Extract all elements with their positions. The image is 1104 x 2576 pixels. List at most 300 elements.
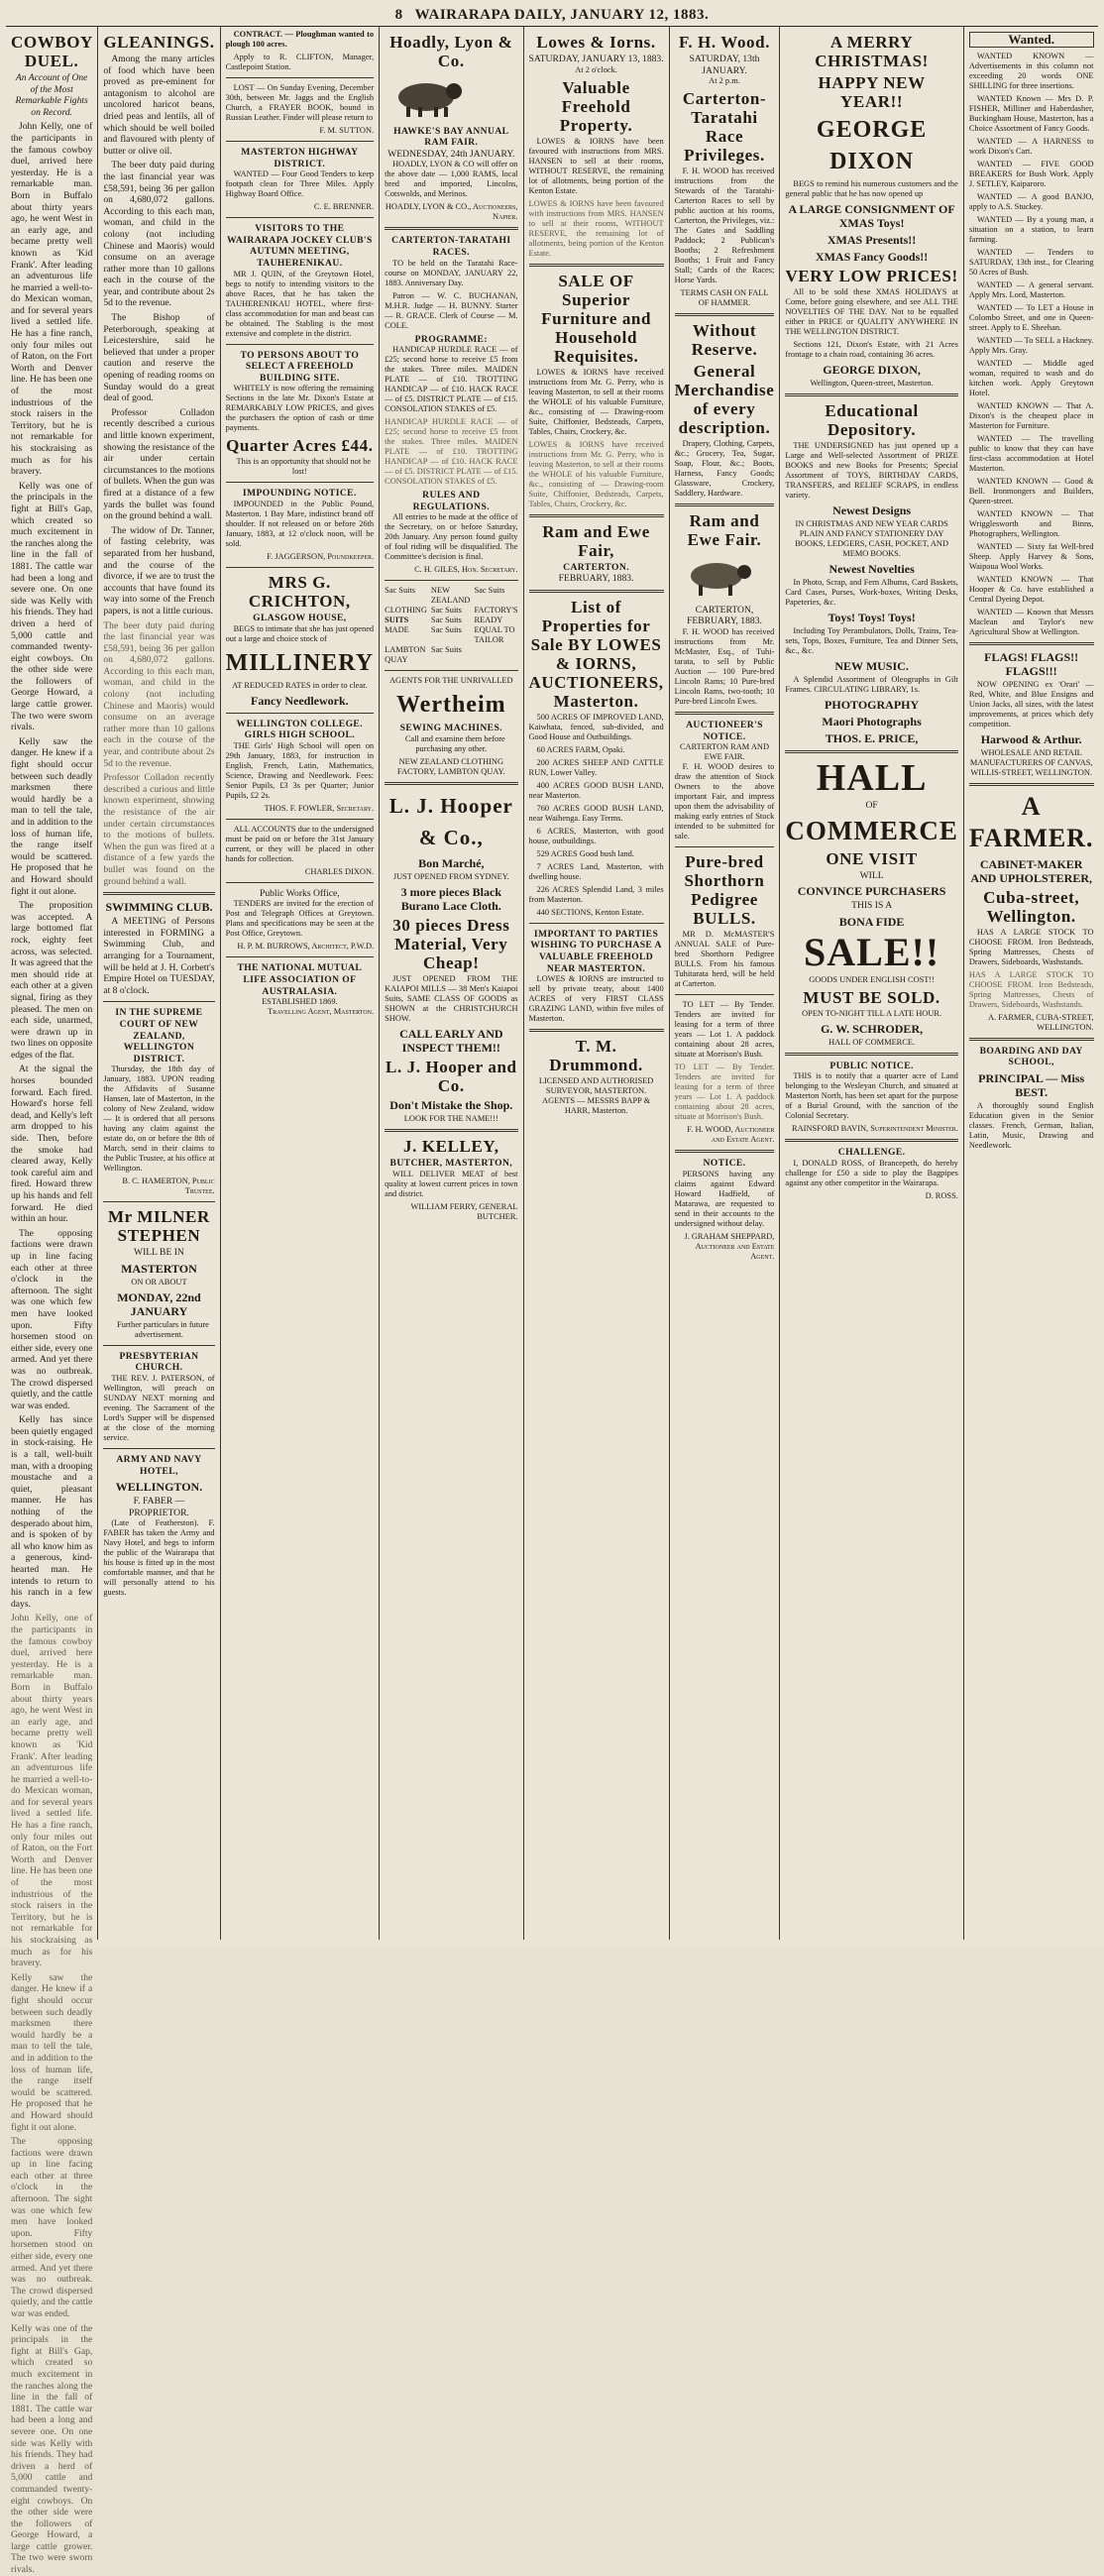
freehold-title: TO PERSONS ABOUT TO SELECT A FREEHOLD BUILDING SITE. bbox=[240, 349, 360, 384]
divider bbox=[103, 892, 214, 895]
divider bbox=[675, 313, 775, 316]
bulls-text: MR D. McMASTER'S ANNUAL SALE of Pure-bred Shorthorn Pedigree BULLS. From his famous Tuhitarata herd, will be held at Carterton. bbox=[674, 930, 775, 989]
cuba-text: HAS A LARGE STOCK TO CHOOSE FROM. Iron Bedsteads, Spring Mattresses, Chests of Drawers, Sideboards, Washstands. bbox=[968, 927, 1094, 966]
accounts-signature: CHARLES DIXON. bbox=[304, 866, 375, 876]
property-item: 200 ACRES SHEEP AND CATTLE RUN, Lower Valley. bbox=[528, 757, 664, 777]
divider bbox=[226, 217, 375, 218]
divider bbox=[226, 819, 375, 820]
divider bbox=[785, 1139, 957, 1142]
challenge-text: I, DONALD ROSS, of Brancepeth, do hereby challenge for £50 a side to play the Bagpipes against any other competitor in the Wairarapa. bbox=[785, 1158, 958, 1187]
stephen-line: MASTERTON bbox=[121, 1261, 197, 1276]
terms-cash: TERMS CASH ON FALL OF HAMMER. bbox=[680, 288, 769, 308]
swimming-club-text: A MEETING of Persons interested in FORMING a Swimming Club, and arranging for a Tournament, will be held at J. H. Corbett's Empire Hotel on TUESDAY, at 8 o'clock. bbox=[103, 916, 215, 996]
wanted-item: WANTED — To LET a House in Colombo Street, and one in Queen-street. Apply to E. Sheehan. bbox=[968, 302, 1094, 332]
challenge-title: CHALLENGE. bbox=[837, 1147, 906, 1159]
furniture-title: SALE OF Superior Furniture and Household Requisites. bbox=[541, 271, 652, 366]
wanted-item: WANTED — Tenders to SATURDAY, 13th inst., for Clearing 50 Acres of Bush. bbox=[968, 247, 1094, 277]
kelley-text: WILL DELIVER MEAT of best quality at lowest current prices in town and district. bbox=[385, 1169, 518, 1198]
divider bbox=[785, 750, 957, 753]
article-paragraph: Kelly saw the danger. He knew if a fight should occur between such deadly marksmen there would hardly be a man to tell the tale, and in addition to the loss of human life, the range itself would be scattered. He proposed that he and Howard should fight it out alone. bbox=[11, 735, 93, 897]
look-for-name: LOOK FOR THE NAME!!! bbox=[403, 1113, 498, 1123]
privileges-text: F. H. WOOD has received instructions from the Stewards of the Taratahi-Carterton Races to sell by public auction at his rooms, Carterton, the Privileges, viz.: The Gates and Saddling Paddock; 2 Publican's Booths; 2 Refreshment Booths; 1 Fruit and Fancy Stall; Cards of the Races; Horse Yards. bbox=[674, 167, 775, 285]
column-7 bbox=[780, 27, 963, 1940]
divider bbox=[529, 514, 664, 517]
sewing-text: Call and examine them before purchasing any other. bbox=[404, 733, 505, 753]
xmas-presents: XMAS Presents!! bbox=[827, 233, 917, 247]
gleanings-paragraph: Among the many articles of food which have been proved as pre-eminent for antagonism to alcohol are uncolored haricot beans, dried peas and lentils, all of which should be well boiled and flavoured with plenty of butter or olive oil. bbox=[103, 54, 215, 157]
programme-text: HANDICAP HURDLE RACE — of £25; second horse to receive £5 from the stakes. Three miles. MAIDEN PLATE — of £10. TROTTING HANDICAP — of £10. HACK RACE — of £5. DISTRICT PLATE — of £15. CONSOLATION STAKES of £5. bbox=[385, 345, 518, 414]
races-text: TO be held on the Taratahi Race-course on MONDAY, JANUARY 22, 1883. Anniversary Day. bbox=[385, 258, 518, 287]
property-item: 440 SECTIONS, Kenton Estate. bbox=[536, 907, 644, 917]
divider bbox=[103, 1201, 214, 1202]
tender-text: TO LET — By Tender. Tenders are invited for leasing for a term of three years — Lot 1. A paddock containing about 28 acres, situate at Morrison's Bush. bbox=[674, 1000, 775, 1060]
school-signature: THOS. F. FOWLER, Secretary. bbox=[264, 803, 375, 813]
kelley-signature: WILLIAM FERRY, GENERAL BUTCHER. bbox=[410, 1201, 518, 1221]
farmer-title: A FARMER. bbox=[968, 791, 1094, 852]
wanted-item: WANTED KNOWN — That Wrigglesworth and Binns, Photographers, Wellington. bbox=[968, 508, 1094, 538]
supreme-court-title: IN THE SUPREME COURT OF NEW ZEALAND, WELLINGTON DISTRICT. bbox=[115, 1007, 203, 1064]
highway-district-title: MASTERTON HIGHWAY DISTRICT. bbox=[241, 147, 359, 169]
divider bbox=[675, 712, 775, 715]
article-paragraph: Kelly saw the danger. He knew if a fight should occur between such deadly marksmen there would hardly be a man to tell the tale, and in addition to the loss of human life, the range itself would be scattered. He proposed that he and Howard should fight it out alone. bbox=[11, 1971, 93, 2133]
wanted-item: WANTED — To SELL a Hackney. Apply Mrs. Gray. bbox=[968, 335, 1094, 355]
open-tonight: OPEN TO-NIGHT TILL A LATE HOUR. bbox=[802, 1008, 942, 1018]
ram-ewe-date: FEBRUARY, 1883. bbox=[558, 573, 634, 585]
drummond-text: LICENSED AND AUTHORISED SURVEYOR, MASTERTON. bbox=[538, 1076, 654, 1096]
wanted-item: WANTED — Middle aged woman, required to wash and do kitchen work. Apply Greytown Hotel. bbox=[968, 358, 1094, 397]
very-low-prices: VERY LOW PRICES! bbox=[785, 267, 958, 285]
stationery: PLAIN AND FANCY STATIONERY DAY BOOKS, LEDGERS, CASH, POCKET, AND MEMO BOOKS. bbox=[795, 529, 948, 558]
ram-illustration bbox=[385, 75, 472, 119]
visitors-text: MR J. QUIN, of the Greytown Hotel, begs to notify to intending visitors to the above Races, that he has taken the TAUHERENIKAU HOTEL, where first-class accommodation for man and beast can be obtained. The Stabling is the most extensive and complete in the district. bbox=[225, 269, 375, 338]
ram-fair-title: HAWKE'S BAY ANNUAL RAM FAIR. bbox=[393, 125, 509, 149]
wanted-item: WANTED — Known that Messrs Maclean and Taylor's new Agricultural Show at Wellington. bbox=[968, 607, 1094, 636]
cowboy-duel-subhead: An Account of One of the Most Remarkable Fights on Record. bbox=[15, 72, 88, 118]
freehold-sale-title: Valuable Freehold Property. bbox=[559, 77, 633, 135]
lost-signature: F. M. SUTTON. bbox=[319, 126, 375, 135]
faber-proprietor: F. FABER — PROPRIETOR. bbox=[129, 1496, 189, 1518]
this-is-a: THIS IS A bbox=[851, 900, 893, 912]
property-item: 529 ACRES Good bush land. bbox=[536, 848, 634, 858]
stephen-line: ON OR ABOUT bbox=[131, 1277, 187, 1287]
article-paragraph: Kelly was one of the principals in the fight at Bill's Gap, which created so much excitement in the ranches along the line in the fall of 1881. The cattle war had been a long and severe one. On one side was Kelly with his friends. They had driven a herd of 5,000 cattle and commanded twenty-eight cowboys. On the other side were the followers of George Howard, a large cattle grower. The two were sworn rivals. bbox=[11, 2322, 93, 2576]
faber-text: (Late of Featherston). F. FABER has taken the Army and Navy Hotel, and begs to inform the public of the Wairarapa that his house is fitted up in the most comfortable manner, and that he will personally attend to his guests. bbox=[103, 1518, 215, 1598]
divider bbox=[529, 923, 664, 924]
music-text: A Splendid Assortment of Oleographs in Gilt Frames. CIRCULATING LIBRARY, 1s. bbox=[785, 675, 958, 694]
wanted-item: WANTED KNOWN — That A. Dixon's is the cheapest place in Masterton for Furniture. bbox=[968, 400, 1094, 430]
divider bbox=[103, 1001, 214, 1002]
divider bbox=[675, 1150, 775, 1153]
column-4 bbox=[380, 27, 523, 1940]
drummond-title: T. M. Drummond. bbox=[549, 1037, 643, 1075]
gleanings-paragraph: Professor Colladon recently described a curious and little known experiment, showing the resistance of the air under certain circumstances to the motions of bullets. When the gun was fired at a distance of a few yards the bullet was found on the ground behind a wall. bbox=[103, 772, 215, 887]
highway-district-text: WANTED — Four Good Tenders to keep footpath clean for Three Miles. Apply Highway Board Office. bbox=[225, 169, 375, 199]
divider bbox=[785, 1053, 957, 1056]
burano-lace: 3 more pieces Black Burano Lace Cloth. bbox=[400, 884, 502, 913]
maori-photographs: Maori Photographs bbox=[822, 715, 922, 728]
crichton-title: MRS G. CRICHTON, bbox=[248, 572, 351, 611]
college-title: WELLINGTON COLLEGE. bbox=[236, 718, 364, 729]
divider bbox=[675, 504, 775, 506]
suits-cell: Sac Suits bbox=[430, 645, 462, 655]
sale-heading: SALE!! bbox=[804, 929, 940, 974]
suits-cell: FACTORY'S bbox=[474, 606, 518, 616]
wanted-item: WANTED — By a young man, a situation on a station, to learn farming. bbox=[968, 214, 1094, 244]
swimming-club-title: SWIMMING CLUB. bbox=[105, 900, 213, 915]
wood-signature: F. H. WOOD, Auctioneer and Estate Agent. bbox=[687, 1125, 775, 1145]
merchandise-text: Drapery, Clothing, Carpets, &c.; Grocery, Tea, Sugar, Soap, Flour, &c.; Boots, Harness, Fancy Goods; Glassware, Crockery, Saddlery, Hardware. bbox=[674, 439, 775, 499]
george-dixon-title: GEORGE DIXON bbox=[816, 117, 928, 174]
thos-price: THOS. E. PRICE, bbox=[825, 731, 919, 745]
programme-text: HANDICAP HURDLE RACE — of £25; second horse to receive £5 from the stakes. Three miles. MAIDEN PLATE — of £10. TROTTING HANDICAP — of £10. HACK RACE — of £5. DISTRICT PLATE — of £15. CONSOLATION STAKES of £5. bbox=[385, 417, 518, 487]
column-6 bbox=[670, 27, 781, 1940]
public-works-text: TENDERS are invited for the erection of Post and Telegraph Offices at Greytown. Plans and specifications may be seen at the Post Office, Greytown. bbox=[225, 899, 375, 939]
presbyterian-church-text: THE REV. J. PATERSON, of Wellington, will preach on SUNDAY NEXT morning and evening. The Sacrament of the Lord's Supper will be dispensed at the close of the morning service. bbox=[103, 1374, 215, 1443]
auctioneer-notice-text: F. H. WOOD desires to draw the attention of Stock Owners to the above important Fair, and impress upon them the advisability of making early entries of Stock intended to be submitted for sale. bbox=[674, 762, 775, 841]
mutual-life-agent: Travelling Agent, Masterton. bbox=[268, 1007, 375, 1017]
sale-time: At 2 o'clock. bbox=[575, 64, 617, 74]
divider bbox=[226, 77, 375, 78]
newest-novelties: Newest Novelties bbox=[828, 562, 915, 576]
ram-fair-signature: HOADLY, LYON & CO., Auctioneers, Napier. bbox=[385, 202, 518, 222]
sewing-machines: SEWING MACHINES. bbox=[399, 723, 503, 734]
milner-stephen-title: Mr MILNER STEPHEN bbox=[108, 1207, 210, 1246]
kaiapoi-text: JUST OPENED FROM THE KAIAPOI MILLS — 38 Men's Kaiapoi Suits, SAME CLASS OF GOODS as SHOWN at the CHRISTCHURCH SHOW. bbox=[385, 973, 518, 1023]
public-works-title: Public Works Office, bbox=[260, 887, 340, 899]
happy-new-year: HAPPY NEW YEAR!! bbox=[818, 73, 926, 111]
suits-cell: Sac Suits bbox=[385, 586, 416, 596]
furniture-text: LOWES & IORNS have received instructions from Mr. G. Perry, who is leaving Masterton, to sell at their rooms the WHOLE of his valuable Furniture, &c., consisting of — Drawing-room Suite, Chiffonier, Bedsteads, Carpets, Tables, Chairs, Crockery, &c. bbox=[528, 439, 664, 508]
article-paragraph: At the signal the horses bounded forward. Each fired. Howard's horse fell dead, and Kelly's left arm dropped to his side. Then, before the smoke had cleared away, Kelly took careful aim and fired. Howard threw up his hands and fell forward. He died within an hour. bbox=[11, 1064, 93, 1225]
article-paragraph: John Kelly, one of the participants in the famous cowboy duel, arrived here yesterday. He is a remarkable man. Born in Buffalo about thirty years ago, he went West in an early age, and became pretty well known as 'Kid Frank'. After leading an adventurous life he married a well-to-do Mexican woman, and for several years lived a settled life. He has a fine ranch, only four miles out of Raton, on the Fort Worth and Denver line. He has been one of the most industrious of the stock raisers in the Territory, but he is not remarkable for his stockraising as much as for his bravery. bbox=[11, 121, 93, 478]
gleanings-paragraph: The beer duty paid during the last financial year was £58,591, being 36 per gallon on 4,680,072 gallons. According to this each man, woman, and child in the colony (not including Chinese and Maoris) would consume on an average rather more than 10 gallons each in the course of the year, and contribute about 2s 5d to the revenue. bbox=[103, 619, 215, 769]
harwood-sub: WHOLESALE AND RETAIL MANUFACTURERS OF CANVAS, WILLIS-STREET, WELLINGTON. bbox=[969, 747, 1093, 777]
new-music: NEW MUSIC. bbox=[834, 659, 909, 673]
article-paragraph: John Kelly, one of the participants in the famous cowboy duel, arrived here yesterday. He is a remarkable man. Born in Buffalo about thirty years ago, he went West in an early age, and became pretty well known as 'Kid Frank'. After leading an adventurous life he married a well-to-do Mexican woman, and for several years lived a settled life. He has a fine ranch, only four miles out of Raton, on the Fort Worth and Denver line. He has been one of the most industrious of the stock raisers in the Territory, but he is not remarkable for his stockraising as much as for his bravery. bbox=[11, 1613, 93, 1969]
gleanings-paragraph: The beer duty paid during the last financial year was £58,591, being 36 per gallon on 4,680,072 gallons. According to this each man, woman, and child in the colony (not including Chinese and Maoris) would consume on an average rather more than 10 gallons each in the course of the year, and contribute about 2s 5d to the revenue. bbox=[103, 160, 215, 309]
crichton-text: BEGS to intimate that she has just opened out a large and choice stock of bbox=[225, 623, 375, 643]
cards: IN CHRISTMAS AND NEW YEAR CARDS bbox=[795, 519, 948, 528]
ram-ewe-sub: CARTERTON. bbox=[563, 561, 629, 573]
public-notice-signature: RAINSFORD BAVIN, Superintendent Minister. bbox=[792, 1124, 958, 1134]
suits-cell: SUITS bbox=[385, 616, 409, 625]
divider bbox=[675, 846, 775, 847]
agents-text: AGENTS — MESSRS BAPP & HARR, Masterton. bbox=[542, 1096, 651, 1116]
stephen-line: WILL BE IN bbox=[134, 1247, 184, 1259]
divider bbox=[385, 670, 517, 671]
suits-cell: Sac Suits bbox=[430, 625, 462, 635]
novelties-text: In Photo, Scrap, and Fern Albums, Card Baskets, Card Cases, Purses, Work-boxes, Writing Desks, Papeteries, &c. bbox=[785, 578, 958, 607]
races-officers: Patron — W. C. BUCHANAN, M.H.R. Judge — H. BUNNY. Starter — R. GRACE. Clerk of Course — M. COLE. bbox=[385, 290, 518, 330]
gleanings-paragraph: Professor Colladon recently described a curious and little known experiment, showing the resistance of the air under certain circumstances to the motions of bullets. When the gun was fired at a distance of a few yards the bullet was found on the ground behind a wall. bbox=[103, 406, 215, 522]
wanted-item: WANTED — A general servant. Apply Mrs. Lord, Masterton. bbox=[968, 280, 1094, 299]
accounts-text: ALL ACCOUNTS due to the undersigned must be paid on or before the 31st January current, or they will be placed in other hands for collection. bbox=[225, 824, 375, 863]
tender-text: TO LET — By Tender. Tenders are invited for leasing for a term of three years — Lot 1. A paddock containing about 28 acres, situate at Morrison's Bush. bbox=[674, 1063, 775, 1122]
suits-cell: MADE bbox=[385, 625, 409, 635]
races-signature: C. H. GILES, Hon. Secretary. bbox=[414, 565, 518, 575]
freehold-sale-text: LOWES & IORNS have been favoured with instructions from MRS. HANSEN to sell at their rooms, WITHOUT RESERVE, the remaining lot of allotments, being portion of the Kenton Estate. bbox=[528, 198, 664, 258]
suits-cell: CLOTHING bbox=[385, 606, 427, 616]
low-prices-text: All to be sold these XMAS HOLIDAYS at Come, before going elsewhere, and see ALL THE NOVELTIES OF THE DAY. Not to be equalled either in PRICE or QUALITY ANYWHERE IN THE WELLINGTON DISTRICT. bbox=[785, 287, 958, 336]
stephen-line: MONDAY, 22nd JANUARY bbox=[117, 1289, 201, 1318]
suits-cell: Sac Suits bbox=[474, 586, 505, 596]
very-cheap: 30 pieces Dress Material, Very Cheap! bbox=[392, 915, 510, 972]
fh-wood-firm: F. H. Wood. bbox=[678, 33, 771, 52]
schroder: G. W. SCHRODER, bbox=[821, 1021, 924, 1036]
call-early: CALL EARLY AND INSPECT THEM!! bbox=[399, 1026, 503, 1055]
toys-text: Including Toy Perambulators, Dolls, Trains, Tea-sets, Tops, Boxes, Furniture, Tea and Dinner Sets, &c., &c. bbox=[785, 626, 958, 655]
wanted-item: WANTED Known — Mrs D. P. FISHER, Milliner and Haberdasher, Buckingham House, Masterton, has a Choice Assortment of Fancy Goods. bbox=[968, 93, 1094, 133]
divider bbox=[385, 1129, 517, 1132]
merry-christmas: A MERRY CHRISTMAS! bbox=[815, 33, 929, 70]
bona-fide: BONA FIDE bbox=[838, 914, 905, 929]
harwood-title: Harwood & Arthur. bbox=[980, 731, 1082, 746]
nz-clothing-factory: NEW ZEALAND CLOTHING FACTORY, LAMBTON QUAY. bbox=[396, 756, 505, 776]
photography: PHOTOGRAPHY bbox=[825, 698, 920, 712]
ram-fair-date: WEDNESDAY, 24th JANUARY. bbox=[387, 148, 515, 160]
presbyterian-church-title: PRESBYTERIAN CHURCH. bbox=[119, 1350, 199, 1374]
dont-mistake: Don't Mistake the Shop. bbox=[389, 1097, 513, 1112]
masthead-page: 8 bbox=[394, 6, 403, 23]
divider bbox=[226, 713, 375, 714]
supreme-court-text: Thursday, the 18th day of January, 1883. UPON reading the Affidavits of Susanne Hansen, late of Masterton, in the colony of New Zealand, widow — It is ordered that all persons having any claim against the estate do, on or before the 8th of March, send in their claims to the Public Trustee, at his office at Wellington. bbox=[103, 1064, 215, 1174]
contract-text: Apply to R. CLIFTON, Manager, Castlepoint Station. bbox=[225, 53, 375, 71]
school-text: A thoroughly sound English Education given in the Senior classes. French, German, Italian, Latin, Music, Drawing and Needlework. bbox=[968, 1100, 1094, 1150]
notice-signature: J. GRAHAM SHEPPARD, Auctioneer and Estate Agent. bbox=[684, 1231, 775, 1261]
crichton-sub: GLASGOW HOUSE, bbox=[253, 612, 347, 623]
divider bbox=[969, 783, 1094, 786]
mutual-life-established: ESTABLISHED 1869. bbox=[262, 997, 338, 1007]
column-1 bbox=[6, 27, 98, 2576]
gleanings-paragraph: The widow of Dr. Tanner, of fasting celebrity, was separated from her husband, and the course of the divorce, if we are to trust the accounts that have found its way into some of the French papers, is not a little curious. bbox=[103, 524, 215, 616]
divider bbox=[103, 1448, 214, 1449]
hoadly-lyon-firm: Hoadly, Lyon & Co. bbox=[389, 33, 513, 70]
george-dixon-2: GEORGE DIXON, bbox=[823, 363, 921, 377]
property-item: 500 ACRES OF IMPROVED LAND, Kaiwhata, fenced, sub-divided, and Good House and Outbuildings. bbox=[528, 712, 664, 741]
programme-title: PROGRAMME: bbox=[414, 333, 488, 345]
kelley-title: J. KELLEY, bbox=[403, 1136, 499, 1156]
suits-cell: Sac Suits bbox=[430, 606, 462, 616]
property-item: 60 ACRES FARM, Opaki. bbox=[536, 744, 625, 754]
notice-title: NOTICE. bbox=[703, 1158, 746, 1170]
article-paragraph: The proposition was accepted. A large bottomed flat rock, eighty feet across, was selected. It was agreed that the men should ride at each other at a given signal, firing as they pleased. The men on each side, unarmed, were drawn up in two lines on opposite edges of the flat. bbox=[11, 900, 93, 1061]
under-cost: GOODS UNDER ENGLISH COST!! bbox=[809, 974, 935, 984]
furniture-text: LOWES & IORNS have received instructions from Mr. G. Perry, who is leaving Masterton, to sell at their rooms the WHOLE of his valuable Furniture, &c., consisting of — Drawing-room Suite, Chiffonier, Bedsteads, Carpets, Tables, Chairs, Crockery, &c. bbox=[528, 367, 664, 436]
dixon-address: Wellington, Queen-street, Masterton. bbox=[810, 379, 934, 388]
divider bbox=[226, 882, 375, 883]
important-text: LOWES & IORNS are instructed to sell by private treaty, about 1400 ACRES of very FIRST CLASS GRAZING LAND, within five miles of Masterton. bbox=[528, 974, 664, 1024]
visitors-title: VISITORS TO THE WAIRARAPA JOCKEY CLUB'S AUTUMN MEETING, TAUHERENIKAU. bbox=[226, 223, 373, 269]
property-list-title: List of Properties for Sale BY LOWES & IORNS, AUCTIONEERS, Masterton. bbox=[528, 597, 664, 711]
rules-text: All entries to be made at the office of the Secretary, on or before Saturday, 20th January. Any person found guilty of foul riding will be disqualified. The Committee's decision is final. bbox=[385, 512, 518, 562]
just-opened: JUST OPENED FROM SYDNEY. bbox=[392, 871, 509, 881]
auctioneer-notice-title: AUCTIONEER'S NOTICE. bbox=[686, 719, 763, 742]
ram-ewe-fair-title: Ram and Ewe Fair. bbox=[687, 511, 762, 550]
xmas-toys: A LARGE CONSIGNMENT OF XMAS Toys! bbox=[788, 202, 955, 230]
school-text: THE Girls' High School will open on 29th January, 1883, for instruction in English, French, Latin, Mathematics, Science, Drawing and Needlework. Fees: Senior Pupils, £3 3s per Quarter; Junior Pupils, £2 2s. bbox=[225, 740, 375, 800]
wood-date: SATURDAY, 13th JANUARY. bbox=[689, 54, 760, 76]
impounding-signature: F. JAGGERSON, Poundkeeper. bbox=[267, 551, 375, 561]
lost-text: LOST — On Sunday Evening, December 30th, between Mr. Jaggs and the English Church, a FRAYER BOOK, bound in Russian Leather. Finder will please return to bbox=[225, 83, 375, 122]
important-title: IMPORTANT TO PARTIES WISHING TO PURCHASE A VALUABLE FREEHOLD NEAR MASTERTON. bbox=[530, 928, 662, 974]
property-item: 226 ACRES Splendid Land, 3 miles from Masterton. bbox=[528, 884, 664, 904]
wanted-item: WANTED KNOWN — That Hooper & Co. have established a Central Dyeing Depot. bbox=[968, 574, 1094, 604]
challenge-signature: D. ROSS. bbox=[925, 1190, 958, 1200]
rules-title: RULES AND REGULATIONS. bbox=[412, 490, 490, 512]
divider bbox=[226, 141, 375, 142]
supreme-court-signature: B. C. HAMERTON, Public Trustee. bbox=[122, 1176, 215, 1196]
wanted-item: WANTED — A good BANJO, apply to A.S. Stuckey. bbox=[968, 191, 1094, 211]
divider bbox=[969, 1038, 1094, 1041]
wanted-item: WANTED KNOWN — Advertisements in this column not exceeding 20 words ONE SHILLING for three insertions. bbox=[968, 51, 1094, 90]
quarter-note: This is an opportunity that should not be lost! bbox=[236, 457, 372, 477]
bon-marche: Bon Marché, bbox=[418, 855, 485, 870]
property-item: 400 ACRES GOOD BUSH LAND, near Masterton. bbox=[528, 780, 664, 800]
property-item: 6 ACRES, Masterton, with good house, outbuildings. bbox=[528, 826, 664, 845]
millinery-heading: MILLINERY bbox=[225, 649, 375, 676]
cabinet-maker: CABINET-MAKER AND UPHOLSTERER, bbox=[970, 856, 1093, 885]
impounding-text: IMPOUNDED in the Public Pound, Masterton. 1 Bay Mare, indistinct brand off shoulder. If not released on or before 26th January, 1883, at 12 o'clock noon, will be sold. bbox=[225, 499, 375, 548]
wanted-item: WANTED KNOWN — Good & Bell. Ironmongers and Builders, Queen-street. bbox=[968, 476, 1094, 505]
dixon-text: BEGS to remind his numerous customers and the general public that he has now opened up bbox=[785, 179, 958, 198]
impounding-title: IMPOUNDING NOTICE. bbox=[242, 488, 357, 500]
divider bbox=[529, 1029, 664, 1032]
auctioneer-notice-sub: CARTERTON RAM AND EWE FAIR. bbox=[679, 742, 770, 762]
army-navy-hotel-sub: WELLINGTON. bbox=[115, 1480, 203, 1495]
sections-text: Sections 121, Dixon's Estate, with 21 Acres frontage to a chain road, containing 36 acres. bbox=[785, 340, 958, 359]
merchandise-title: General Merchandise of every description. bbox=[674, 362, 775, 438]
wanted-item: WANTED — Sixty fat Well-bred Sheep. Apply Harvey & Sons, Waipoua Wool Works. bbox=[968, 541, 1094, 571]
ram-ewe-fair-text: F. H. WOOD has received instructions from Mr. McMaster, Esq., of Tuhi-tarata, to sell by Public Auction — 100 Pure-bred Lincoln Rams; 10 Pure-bred Lincoln Rams, two-tooth; 10 Pure-bred Lincoln Ewes. bbox=[674, 626, 775, 706]
freehold-sale-text: LOWES & IORNS have been favoured with instructions from MRS. HANSEN to sell at their rooms, WITHOUT RESERVE, the remaining lot of allotments, being portion of the Kenton Estate. bbox=[528, 136, 664, 195]
divider bbox=[226, 567, 375, 568]
edu-text: THE UNDERSIGNED has just opened up a Large and Well-selected Assortment of PRIZE BOOKS and new Books for Presents; Special Assortment of TOYS, BIRTHDAY CARDS, TRANSFERS, and RELIEF SCRAPS, in endless variety. bbox=[785, 441, 958, 500]
notice-text: PERSONS having any claims against Edward Howard Hadfield, of Matarawa, are requested to send in their accounts to the undersigned without delay. bbox=[674, 1169, 775, 1228]
divider bbox=[385, 227, 517, 230]
flags-title: FLAGS! FLAGS!! FLAGS!!! bbox=[984, 649, 1079, 678]
divider bbox=[226, 482, 375, 483]
taratahi-races-title: CARTERTON-TARATAHI RACES. bbox=[391, 235, 511, 258]
sheep-illustration bbox=[675, 554, 762, 598]
divider bbox=[226, 344, 375, 345]
hall-of-commerce: HALL OF COMMERCE. bbox=[828, 1037, 916, 1047]
property-item: 760 ACRES GOOD BUSH LAND, near Waihenga. Easy Terms. bbox=[528, 803, 664, 823]
army-navy-hotel-title: ARMY AND NAVY HOTEL, bbox=[116, 1454, 202, 1477]
of-text: OF bbox=[865, 800, 878, 811]
without-reserve: Without Reserve. bbox=[691, 321, 758, 360]
public-notice-text: THIS is to notify that a quarter acre of Land belonging to the Wesleyan Church, and situated at Masterton North, has been set apart for the purpose of a Burial Ground, with the sanction of the Colonial Secretary. bbox=[785, 1071, 958, 1121]
stephen-note: Further particulars in future advertisement. bbox=[117, 1319, 209, 1339]
wertheim-title: Wertheim bbox=[395, 692, 506, 719]
hall-heading: HALL bbox=[816, 757, 928, 799]
must-be-sold: MUST BE SOLD. bbox=[803, 987, 940, 1007]
commerce-heading: COMMERCE bbox=[785, 815, 958, 845]
cuba-signature: A. FARMER, CUBA-STREET, WELLINGTON. bbox=[988, 1012, 1094, 1032]
divider bbox=[969, 642, 1094, 645]
wood-time: At 2 p.m. bbox=[709, 76, 740, 86]
suits-cell: Sac Suits bbox=[430, 616, 462, 625]
highway-district-signature: C. E. BRENNER. bbox=[313, 202, 375, 212]
divider bbox=[226, 956, 375, 957]
will-text: WILL bbox=[859, 869, 884, 881]
article-paragraph: The opposing factions were drawn up in line facing each other at three o'clock in the afternoon. The sight was one which few men have looked upon. Fifty horsemen stood on either side, every one armed. And yet there was no outbreak. The crowd dispersed quietly, and the cattle war was ended. bbox=[11, 2136, 93, 2319]
column-5 bbox=[524, 27, 670, 1940]
crichton-note: AT REDUCED RATES in order to clear. bbox=[232, 680, 368, 690]
column-3 bbox=[221, 27, 381, 1940]
privileges-title: Carterton-Taratahi Race Privileges. bbox=[682, 89, 767, 166]
property-item: 7 ACRES Land, Masterton, with dwelling house. bbox=[528, 861, 664, 881]
xmas-fancy-goods: XMAS Fancy Goods!! bbox=[815, 250, 929, 264]
cuba-street: Cuba-street, Wellington. bbox=[983, 887, 1080, 926]
gleanings-paragraph: The Bishop of Peterborough, speaking at Leicestershire, said he believed that under a proper caution and reserve the opening of reading rooms on Sunday would do a great deal of good. bbox=[103, 312, 215, 404]
divider bbox=[385, 782, 517, 785]
sale-date: SATURDAY, JANUARY 13, 1883. bbox=[528, 54, 664, 64]
suits-cell: LAMBTON QUAY bbox=[385, 645, 426, 665]
miss-best: PRINCIPAL — Miss BEST. bbox=[978, 1070, 1085, 1099]
public-works-signature: H. P. M. BURROWS, Architect, P.W.D. bbox=[237, 942, 375, 952]
divider bbox=[529, 264, 664, 267]
flags-text: NOW OPENING ex 'Orari' — Red, White, and Blue Ensigns and Union Jacks, all sizes, with the latest improvements, at prices which defy competition. bbox=[968, 679, 1094, 728]
hooper-title-2: L. J. Hooper and Co. bbox=[386, 1057, 517, 1095]
suits-cell: READY bbox=[474, 616, 503, 625]
hooper-title: L. J. Hooper & Co., bbox=[388, 793, 513, 849]
freehold-text: WHITELY is now offering the remaining Sections in the late Mr. Dixon's Estate at REMARKABLY LOW PRICES, and gives the purchasers the option of cash or time payments. bbox=[225, 384, 375, 433]
wanted-header: Wanted. bbox=[969, 32, 1094, 48]
wanted-item: WANTED — The travelling public to know that they can have first-class accommodation at Hotel Masterton. bbox=[968, 433, 1094, 473]
quarter-acres: Quarter Acres £44. bbox=[226, 436, 374, 456]
ram-fair-text: HOADLY, LYON & CO will offer on the above date — 1,000 RAMS, local bred and imported, Lincolns, Cotswolds, and Merinos. bbox=[385, 160, 518, 199]
ram-ewe-fair-date: CARTERTON, FEBRUARY, 1883. bbox=[687, 604, 762, 627]
boarding-school-title: BOARDING AND DAY SCHOOL, bbox=[979, 1045, 1083, 1068]
educational-depository: Educational Depository. bbox=[825, 401, 919, 439]
fancy-needlework: Fancy Needlework. bbox=[251, 693, 349, 708]
public-notice-title: PUBLIC NOTICE. bbox=[829, 1060, 914, 1071]
cowboy-duel-headline: COWBOY DUEL. bbox=[11, 33, 93, 70]
girls-high-school: GIRLS HIGH SCHOOL. bbox=[244, 729, 356, 741]
divider bbox=[675, 994, 775, 995]
bulls-title: Pure-bred Shorthorn Pedigree BULLS. bbox=[684, 852, 765, 929]
newest-designs: Newest Designs bbox=[832, 504, 912, 517]
divider bbox=[529, 590, 664, 593]
gleanings-headline: GLEANINGS. bbox=[103, 33, 215, 52]
cuba-text: HAS A LARGE STOCK TO CHOOSE FROM. Iron Bedsteads, Spring Mattresses, Chests of Drawers, Sideboards, Washstands. bbox=[968, 969, 1094, 1009]
suits-cell: NEW ZEALAND bbox=[430, 586, 471, 606]
lowes-iorns-firm: Lowes & Iorns. bbox=[536, 33, 656, 52]
suits-grid bbox=[385, 586, 517, 665]
article-paragraph: The opposing factions were drawn up in line facing each other at three o'clock in the afternoon. The sight was one which few men have looked upon. Fifty horsemen stood on either side, every one armed. And yet there was no outbreak. The crowd dispersed quietly, and the cattle war was ended. bbox=[11, 1227, 93, 1411]
masthead bbox=[6, 4, 1098, 27]
sewing-agents: AGENTS FOR THE UNRIVALLED bbox=[388, 676, 513, 686]
wanted-item: WANTED — A HARNESS to work Dixon's Cart. bbox=[968, 136, 1094, 156]
article-paragraph: Kelly was one of the principals in the fight at Bill's Gap, which created so much excitement in the ranches along the line in the fall of 1881. The cattle war had been a long and severe one. On one side was Kelly with his friends. They had driven a herd of 5,000 cattle and commanded twenty-eight cowboys. On the other side were the followers of George Howard, a large cattle grower. The two were sworn rivals. bbox=[11, 480, 93, 733]
convince-purchasers: CONVINCE PURCHASERS bbox=[797, 884, 946, 899]
ram-ewe-title: Ram and Ewe Fair, bbox=[542, 521, 650, 560]
one-visit: ONE VISIT bbox=[826, 848, 918, 868]
article-paragraph: Kelly has since been quietly engaged in stock-raising. He is a tall, well-built man, with a drooping moustache and a quiet, pleasant manner. He has nothing of the desperado about him, and is spoken of by all who know him as a generous, kind-hearted man. He intends to return to his ranch in a few days. bbox=[11, 1414, 93, 1610]
column-8 bbox=[964, 27, 1099, 1940]
suits-cell: EQUAL TO TAILOR bbox=[474, 625, 515, 645]
divider bbox=[785, 393, 957, 396]
mutual-life-title: THE NATIONAL MUTUAL LIFE ASSOCIATION OF AUSTRALASIA. bbox=[237, 962, 363, 997]
column-2 bbox=[98, 27, 220, 1940]
divider bbox=[385, 580, 517, 581]
contract-title: CONTRACT. — Ploughman wanted to plough 100 acres. bbox=[225, 30, 375, 49]
divider bbox=[103, 1345, 214, 1346]
wanted-item: WANTED — FIVE GOOD BREAKERS for Bush Work. Apply J. SETLEY, Kaiparoro. bbox=[968, 159, 1094, 188]
kelley-sub: BUTCHER, MASTERTON, bbox=[389, 1157, 513, 1169]
masthead-title: WAIRARAPA DAILY, JANUARY 12, 1883. bbox=[414, 6, 710, 23]
toys-title: Toys! Toys! Toys! bbox=[828, 611, 916, 624]
